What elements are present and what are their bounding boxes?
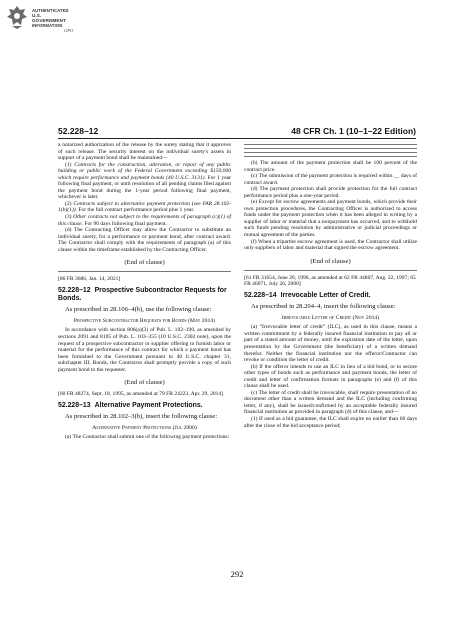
paragraph: (d) The payment protection shall provide protection for the full contract performance period plus a one-year period.: [244, 186, 417, 199]
paragraph: (a) The Contractor shall submit one of the following payment protections:: [65, 434, 230, 441]
paragraph: (1) Contracts for the construction, alteration, or repair of any public building or public work of the Federal Government exceeding $150,000 which require performance and payment bonds (40 U.S.C. 3131). For 1 year following final payment, or until resolution of all pending claims filed against the payment bond during the 1-year period following final payment, whichever is later.: [58, 161, 232, 201]
paragraph: (d) The Contracting Officer may allow the Contractor to substitute an individual surety, for a performance or payment bond, after contract award. The Contractor shall comply with the requirements of paragraph (a) of this clause within the timeframe established by the Contracting Officer.: [58, 227, 231, 253]
paragraph: (e) Except for escrow agreements and payment bonds, which provide their own protection procedures, the Contracting Officer is authorized to access funds under the payment protection when it has been alleged in writing by a supplier of labor or material that a nonpayment has occurred, and to withhold such funds pending resolution by administrative or judicial proceedings or mutual agreement of the parties.: [244, 199, 417, 239]
section-number: 52.228–12: [58, 286, 91, 294]
section-title: Prospective Subcontractor Requests for Bonds.: [58, 286, 227, 302]
section-heading: [58, 287, 231, 303]
end-of-clause: (End of clause): [124, 379, 165, 387]
header-rule: [58, 138, 416, 139]
divider: [244, 270, 417, 271]
page-number: 292: [230, 569, 244, 579]
section-number: 52.228–14: [244, 291, 277, 299]
clause-title: Alternative Payment Protections (Jul 2000): [92, 424, 197, 431]
source-citation: [61 FR 31654, June 20, 1996, as amended at 62 FR 44807, Aug. 22, 1997; 65 FR 46071, July 26, 2000]: [244, 274, 416, 288]
paragraph: (f) When a tripartite escrow agreement is used, the Contractor shall utilize only suppliers of labor and material that signed the escrow agreement.: [244, 238, 417, 252]
paragraph: (a) “Irrevocable letter of credit” (ILC), as used in this clause, means a written commitment by a federally insured financial institution to pay all or part of a stated amount of money, until the expiration date of the letter, upon presentation by the Government (the beneficiary) of a written demand therefor. Neither the financial institution nor the offeror/Contractor can revoke or condition the letter of credit.: [244, 324, 417, 364]
prescription: As prescribed in 28.102–3(b), insert the following clause:: [65, 412, 218, 420]
section-heading: [58, 402, 231, 410]
clause-title: Irrevocable Letter of Credit (Nov 2014): [281, 314, 380, 321]
seal-line-3: INFORMATION: [32, 23, 63, 28]
seal-line-1: AUTHENTICATED: [32, 8, 69, 13]
prescription: As prescribed in 28.204–4, insert the following clause:: [251, 302, 396, 310]
blank-line: [244, 156, 417, 157]
divider: [58, 271, 231, 272]
gpo-authentication-seal: [6, 4, 76, 34]
header-title: 48 CFR Ch. 1 (10–1–22 Edition): [291, 126, 416, 136]
seal-line-2: U.S. GOVERNMENT: [32, 13, 66, 23]
seal-gpo: GPO: [64, 28, 74, 33]
right-column: [244, 142, 417, 429]
seal-text: [32, 8, 76, 28]
source-citation: [60 FR 48274, Sept. 18, 1995, as amended at 79 FR 24223, Apr. 29, 2014]: [58, 391, 224, 398]
section-title: Irrevocable Letter of Credit.: [280, 291, 371, 299]
paragraph: (c) The submission of the payment protection is required within __ days of contract award.: [244, 173, 417, 186]
paragraph: (c) The letter of credit shall be irrevocable, shall require presentation of no document other than a written demand and the ILC (including confirming letter, if any), shall be issued/confirmed by an acceptable federally insured financial institution as provided in paragraph (d) of this clause, and—: [244, 389, 417, 416]
end-of-clause: (End of clause): [310, 257, 351, 265]
clause-title: Prospective Subcontractor Requests for Bonds (May 2014): [73, 317, 216, 324]
left-column: [58, 142, 231, 441]
paragraph: a notarized authorization of the release by the surety stating that it approves of such release. The security interest on the individual surety's assets in support of a payment bond shall be maintained—: [58, 142, 231, 162]
blank-line: [244, 152, 417, 153]
paragraph: (1) If used as a bid guarantee, the ILC shall expire no earlier than 60 days after the close of the bid acceptance period;: [244, 416, 417, 429]
paragraph: In accordance with section 806(a)(3) of Pub. L. 102–190, as amended by sections 2091 and 8105 of Pub. L. 103–355 (10 U.S.C. 2302 note), upon the request of a prospective subcontractor or supplier offering to furnish labor or material for the performance of this contract for which a payment bond has been furnished to the Government pursuant to 40 U.S.C. chapter 31, subchapter III, Bonds, the Contractor shall promptly provide a copy of such payment bond to the requester.: [58, 327, 231, 373]
source-citation: [86 FR 3686, Jan. 14, 2021]: [58, 276, 121, 283]
running-header: [58, 126, 416, 138]
section-title: Alternative Payment Protections.: [94, 401, 203, 409]
blank-line: [244, 144, 417, 145]
paragraph: (3) Other contracts not subject to the requirements of paragraph (c)(1) of this clause. For 90 days following final payment.: [58, 214, 231, 227]
section-number: 52.228–13: [58, 401, 91, 409]
end-of-clause: (End of clause): [124, 259, 165, 267]
eagle-seal-icon: [6, 4, 28, 30]
section-heading: [244, 292, 417, 300]
header-section-number: 52.228–12: [58, 126, 99, 136]
prescription: As prescribed in 28.106–4(b), use the following clause:: [65, 305, 212, 313]
blank-line: [244, 148, 417, 149]
paragraph: (b) If the offeror intends to use an ILC in lieu of a bid bond, or to secure other types of bonds such as performance and payment bonds, the letter of credit and letter of confirmation formats in paragraphs (e) and (f) of this clause shall be used.: [244, 363, 417, 390]
paragraph: (b) The amount of the payment protection shall be 100 percent of the contract price.: [244, 160, 417, 173]
paragraph: (2) Contracts subject to alternative payment protection (see FAR 28.102-1(b)(1)). For the full contract performance period plus 1 year.: [58, 200, 231, 214]
